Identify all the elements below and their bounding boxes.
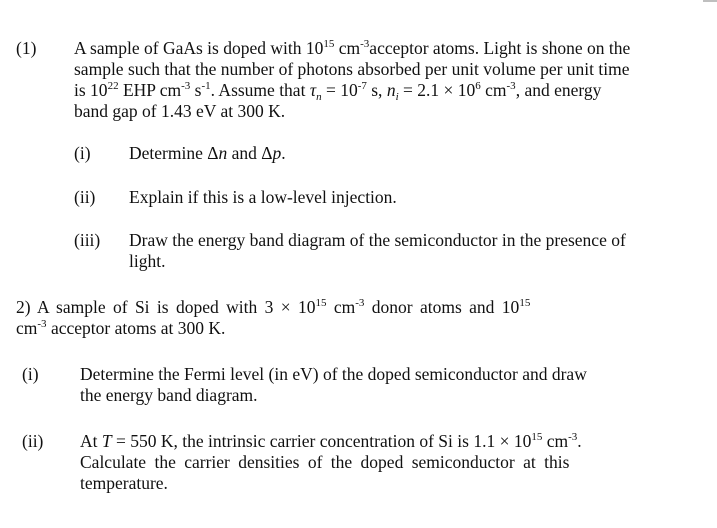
- part-label: (i): [22, 364, 39, 384]
- corner-mark: [703, 0, 717, 2]
- question-2-line-1: 2) A sample of Si is doped with $3 \times 10^{15}$ $cm^{-3}$ donor atoms and $10^{15}$: [16, 297, 531, 317]
- part-text: Determine the Fermi level (in eV) of the doped semiconductor and draw the energy band diagram.: [80, 364, 587, 405]
- question-1-line-1: A sample of GaAs is doped with $10^{15}$ $cm^{-3}acceptor$ atoms. Light is shone on the: [74, 38, 631, 58]
- question-1-number: (1): [16, 38, 37, 58]
- question-2-text: [16, 297, 656, 339]
- question-1-line-2: sample such that the number of photons absorbed per unit volume per unit time: [74, 59, 630, 79]
- part-label: (ii): [74, 187, 96, 207]
- question-1-line-3: is $10^{22}$ EHP $cm^{-3}$ $s^{-1}$. Assume that $\tau_n = 10^{-7}$ s, $n_i = 2.1 \times 10^6$ $cm^{-3}$, and energy: [74, 80, 602, 103]
- question-2-line-2: $cm^{-3}$ acceptor atoms at 300 K.: [16, 318, 226, 338]
- question-1-text: [74, 38, 670, 122]
- question-1-line-4: band gap of 1.43 eV at 300 K.: [74, 101, 286, 121]
- part-text: Draw the energy band diagram of the semiconductor in the presence of light.: [129, 230, 626, 271]
- part-label: (ii): [22, 431, 44, 451]
- part-text: At T = 550 K, the intrinsic carrier concentration of Si is $1.1 \times 10^{15}$ $cm^{-3}$. Calculate the carrier densities of the doped semiconductor at this temperature.: [80, 431, 582, 493]
- part-text: Determine Δn and Δp.: [129, 143, 286, 163]
- part-label: (iii): [74, 230, 101, 250]
- part-text: Explain if this is a low-level injection.: [129, 187, 397, 207]
- part-label: (i): [74, 143, 91, 163]
